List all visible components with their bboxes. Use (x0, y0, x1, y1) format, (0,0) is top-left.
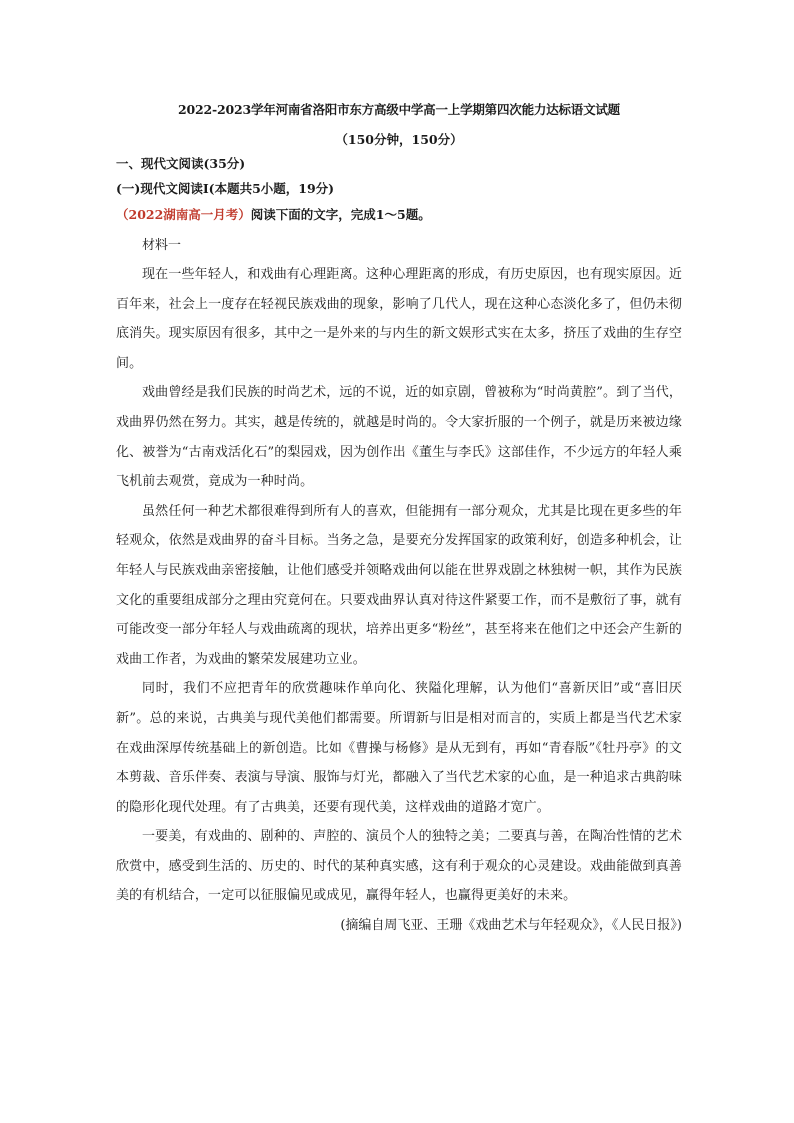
citation: (摘编自周飞亚、王珊《戏曲艺术与年轻观众》，《人民日报》) (340, 918, 682, 934)
exam-title: 2022-2023学年河南省洛阳市东方高级中学高一上学期第四次能力达标语文试题 (178, 102, 620, 117)
paragraph: 戏曲曾经是我们民族的时尚艺术，远的不说，近的如京剧，曾被称为“时尚黄腔”。到了当代，戏曲界仍然在努力。其实，越是传统的，就越是时尚的。令大家折服的一个例子，就是历来被边缘化、被誉为“古南戏活化石”的梨园戏，因为创作出《董生与李氏》这部佳作，不少远方的年轻人乘飞机前去观赏，竟成为一种时尚。 (116, 385, 682, 490)
exam-duration-score: （150分钟，150分） (335, 132, 463, 147)
section-heading: 一、现代文阅读(35分) (116, 156, 246, 171)
reading-instruction (116, 202, 682, 228)
source-tag: （2022湖南高一月考） (116, 207, 251, 222)
instruction-text: 阅读下面的文字，完成1～5题。 (250, 207, 431, 222)
paragraph: 现在一些年轻人，和戏曲有心理距离。这种心理距离的形成，有历史原因，也有现实原因。近百年来，社会上一度存在轻视民族戏曲的现象，影响了几代人，现在这种心态淡化多了，但仍未彻底消失。现实原因有很多，其中之一是外来的与内生的新文娱形式实在太多，挤压了戏曲的生存空间。 (116, 267, 682, 371)
paragraph: 同时，我们不应把青年的欣赏趣味作单向化、狭隘化理解，认为他们“喜新厌旧”或“喜旧厌新”。总的来说，古典美与现代美他们都需要。所谓新与旧是相对而言的，实质上都是当代艺术家在戏曲深厚传统基础上的新创造。比如《曹操与杨修》是从无到有，再如“青春版”《牡丹亭》的文本剪裁、音乐伴奏、表演与导演、服饰与灯光，都融入了当代艺术家的心血，是一种追求古典韵味的隐形化现代处理。有了古典美，还要有现代美，这样戏曲的道路才宽广。 (116, 681, 682, 815)
paragraph: 一要美，有戏曲的、剧种的、声腔的、演员个人的独特之美；二要真与善，在陶冶性情的艺术欣赏中，感受到生活的、历史的、时代的某种真实感，这有利于观众的心灵建设。戏曲能做到真善美的有机结合，一定可以征服偏见或成见，赢得年轻人，也赢得更美好的未来。 (116, 829, 682, 904)
exam-page (116, 98, 682, 941)
material-label: 材料一 (142, 238, 182, 253)
subsection-heading: (一)现代文阅读Ⅰ(本题共5小题，19分) (116, 181, 335, 196)
paragraph: 虽然任何一种艺术都很难得到所有人的喜欢，但能拥有一部分观众，尤其是比现在更多些的年轻观众，依然是戏曲界的奋斗目标。当务之急，是要充分发挥国家的政策利好，创造多种机会，让年轻人与民族戏曲亲密接触，让他们感受并领略戏曲何以能在世界戏剧之林独树一帜，其作为民族文化的重要组成部分之理由究竟何在。只要戏曲界认真对待这件紧要工作，而不是敷衍了事，就有可能改变一部分年轻人与戏曲疏离的现状，培养出更多“粉丝”，甚至将来在他们之中还会产生新的戏曲工作者，为戏曲的繁荣发展建功立业。 (116, 503, 682, 667)
